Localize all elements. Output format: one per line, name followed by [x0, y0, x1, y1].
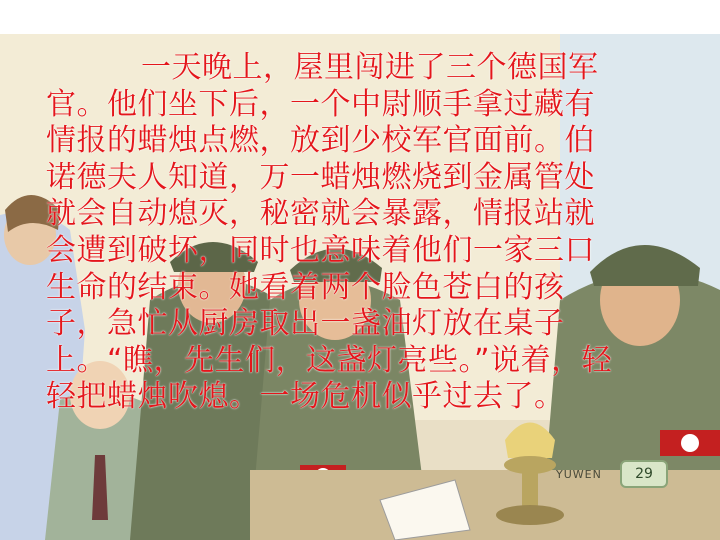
passage-line: 上。“瞧，先生们，这盏灯亮些。”说着，轻 [46, 342, 613, 378]
passage-line: 轻把蜡烛吹熄。一场危机似乎过去了。 [46, 379, 565, 415]
story-passage [46, 50, 646, 416]
publisher-mark: YUWEN [556, 468, 602, 481]
passage-line: 官。他们坐下后，一个中尉顺手拿过藏有 [46, 86, 595, 122]
passage-line: 诺德夫人知道，万一蜡烛燃烧到金属管处 [46, 159, 595, 195]
passage-line: 情报的蜡烛点燃，放到少校军官面前。伯 [46, 123, 595, 159]
passage-line: 一天晚上，屋里闯进了三个德国军 [141, 50, 599, 85]
passage-line: 会遭到破坏，同时也意味着他们一家三口 [46, 232, 595, 268]
passage-line: 子，急忙从厨房取出一盏油灯放在桌子 [46, 306, 565, 342]
passage-line: 生命的结束。她看着两个脸色苍白的孩 [46, 269, 565, 305]
page-number-badge: 29 [620, 460, 668, 488]
passage-line: 就会自动熄灭，秘密就会暴露，情报站就 [46, 196, 595, 232]
